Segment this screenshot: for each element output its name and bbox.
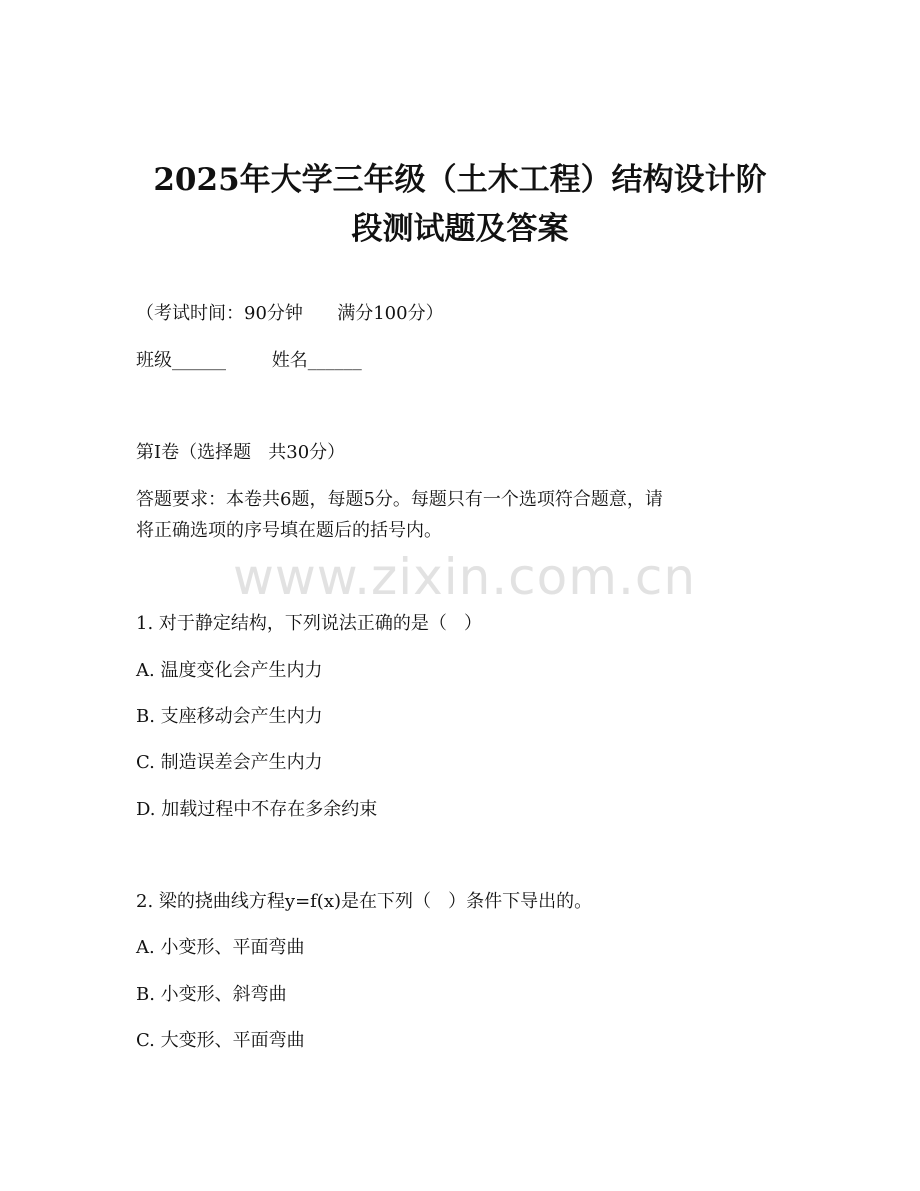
- document-title-line-1: 2025年大学三年级（土木工程）结构设计阶: [153, 162, 767, 198]
- exam-info: （考试时间：90分钟 满分100分）: [136, 303, 444, 324]
- question-2-option-c: C. 大变形、平面弯曲: [136, 1030, 305, 1051]
- question-2-stem: 2. 梁的挠曲线方程y=f(x)是在下列（ ）条件下导出的。: [136, 891, 593, 912]
- watermark: www.zixin.com.cn: [233, 548, 697, 606]
- question-1-option-b: B. 支座移动会产生内力: [136, 706, 323, 727]
- question-2-option-a: A. 小变形、平面弯曲: [136, 937, 305, 958]
- question-2-option-b: B. 小变形、斜弯曲: [136, 984, 287, 1005]
- question-1-option-a: A. 温度变化会产生内力: [136, 660, 323, 681]
- instructions-line-1: 答题要求：本卷共6题，每题5分。每题只有一个选项符合题意，请: [136, 489, 663, 510]
- question-1-stem: 1. 对于静定结构，下列说法正确的是（ ）: [136, 613, 483, 634]
- document-title-line-2: 段测试题及答案: [351, 211, 569, 247]
- section-heading: 第I卷（选择题 共30分）: [136, 442, 346, 463]
- class-name-fill-line: 班级______ 姓名______: [136, 350, 362, 371]
- instructions-line-2: 将正确选项的序号填在题后的括号内。: [136, 520, 442, 541]
- question-1-option-c: C. 制造误差会产生内力: [136, 752, 323, 773]
- question-1-option-d: D. 加载过程中不存在多余约束: [136, 799, 378, 820]
